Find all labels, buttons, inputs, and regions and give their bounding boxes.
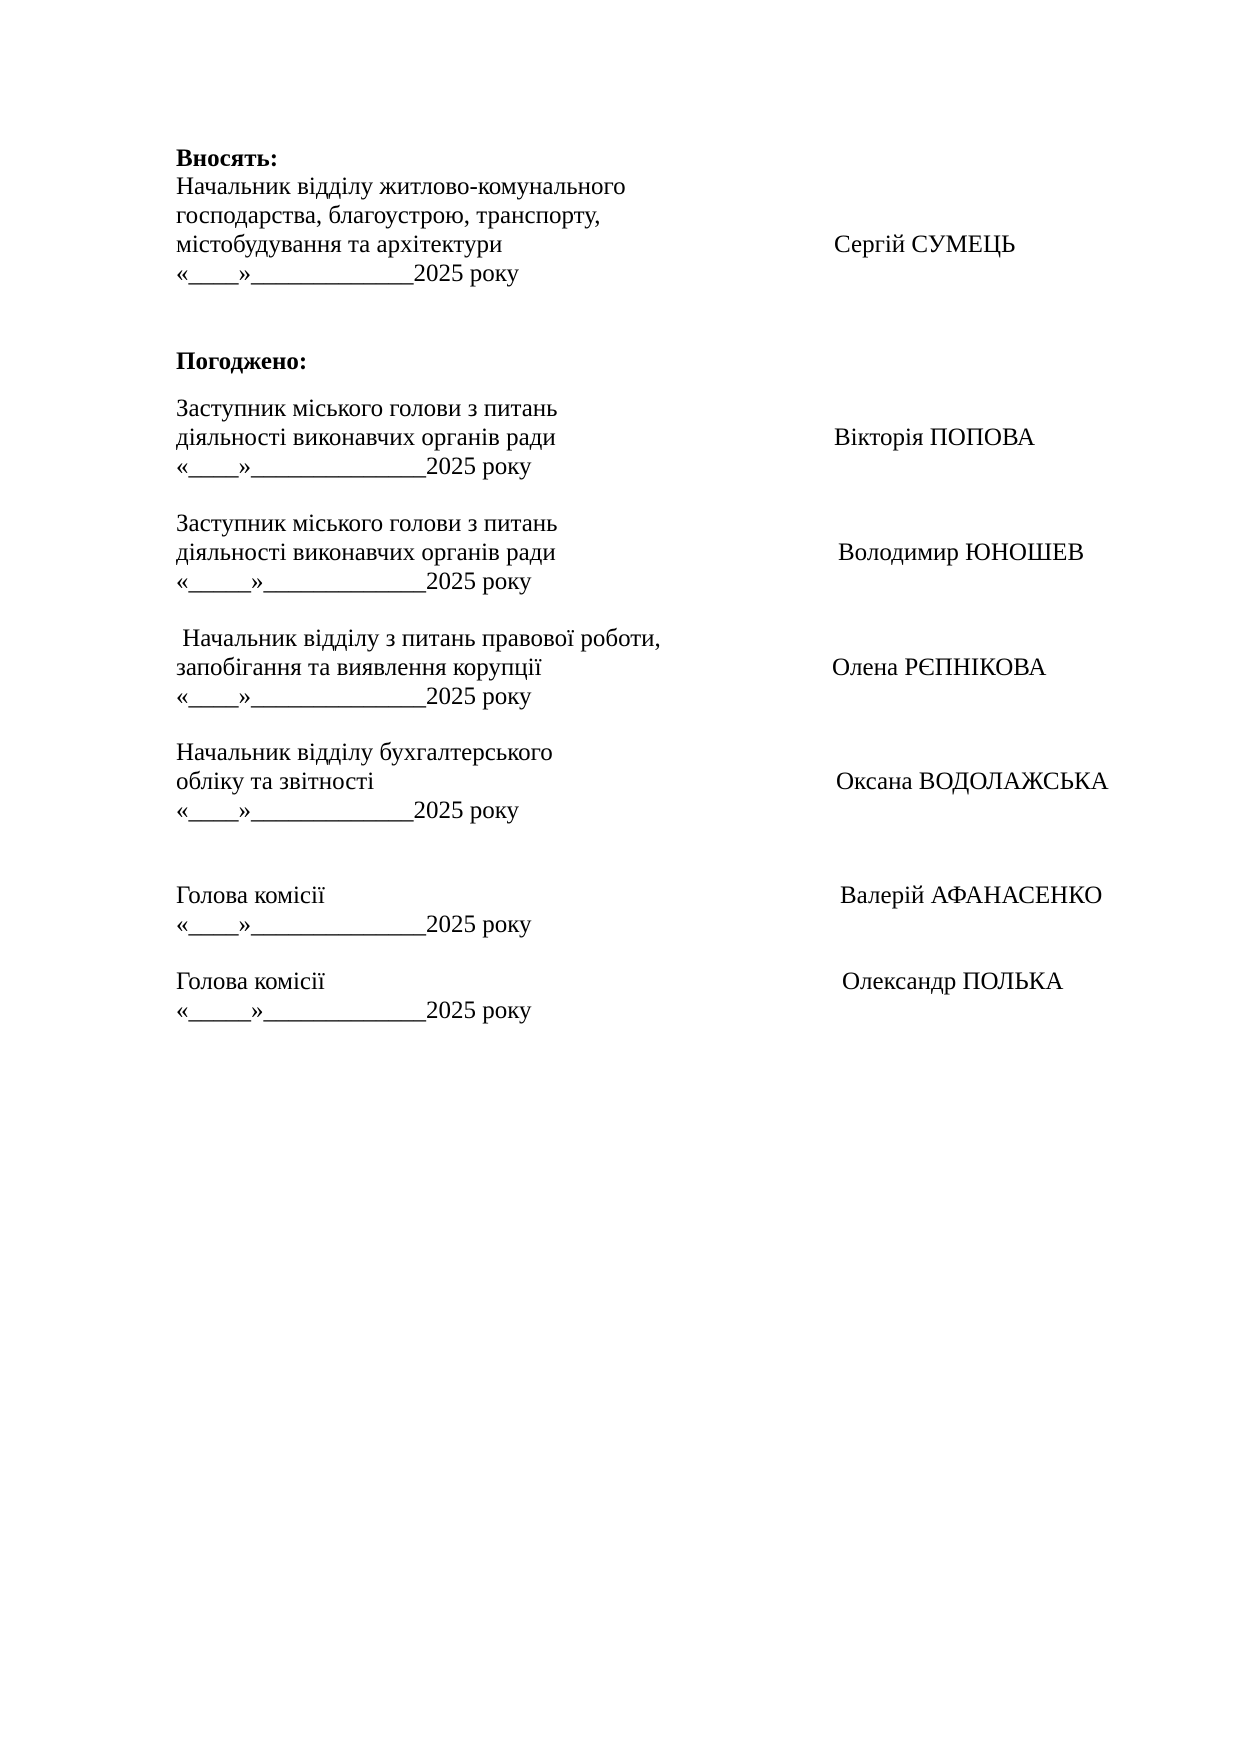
position-line: Начальник відділу з питань правової роботи, bbox=[176, 625, 661, 652]
position-line: Голова комісії bbox=[176, 882, 325, 909]
date-line: «____»______________2025 року bbox=[176, 683, 532, 710]
position-line: містобудування та архітектури bbox=[176, 231, 503, 258]
position-line: Голова комісії bbox=[176, 968, 325, 995]
approvals-heading: Погоджено: bbox=[176, 348, 308, 375]
signatory-name: Сергій СУМЕЦЬ bbox=[834, 231, 1016, 258]
signatory-name: Вікторія ПОПОВА bbox=[834, 424, 1036, 451]
date-line: «____»______________2025 року bbox=[176, 911, 532, 938]
date-line: «____»_____________2025 року bbox=[176, 260, 520, 287]
position-line: обліку та звітності bbox=[176, 768, 375, 795]
date-line: «____»______________2025 року bbox=[176, 453, 532, 480]
position-line: Заступник міського голови з питань bbox=[176, 510, 558, 537]
position-line: господарства, благоустрою, транспорту, bbox=[176, 202, 601, 229]
signatory-name: Оксана ВОДОЛАЖСЬКА bbox=[836, 768, 1109, 795]
date-line: «____»_____________2025 року bbox=[176, 797, 520, 824]
position-line: Начальник відділу бухгалтерського bbox=[176, 739, 553, 766]
signatory-name: Олена РЄПНІКОВА bbox=[832, 654, 1047, 681]
position-line: Начальник відділу житлово-комунального bbox=[176, 173, 626, 200]
date-line: «_____»_____________2025 року bbox=[176, 568, 532, 595]
position-line: Заступник міського голови з питань bbox=[176, 395, 558, 422]
introducers-heading: Вносять: bbox=[176, 145, 279, 172]
signatory-name: Володимир ЮНОШЕВ bbox=[838, 539, 1085, 566]
position-line: запобігання та виявлення корупції bbox=[176, 654, 542, 681]
signatory-name: Олександр ПОЛЬКА bbox=[842, 968, 1064, 995]
signatory-name: Валерій АФАНАСЕНКО bbox=[840, 882, 1103, 909]
position-line: діяльності виконавчих органів ради bbox=[176, 424, 556, 451]
position-line: діяльності виконавчих органів ради bbox=[176, 539, 556, 566]
date-line: «_____»_____________2025 року bbox=[176, 997, 532, 1024]
